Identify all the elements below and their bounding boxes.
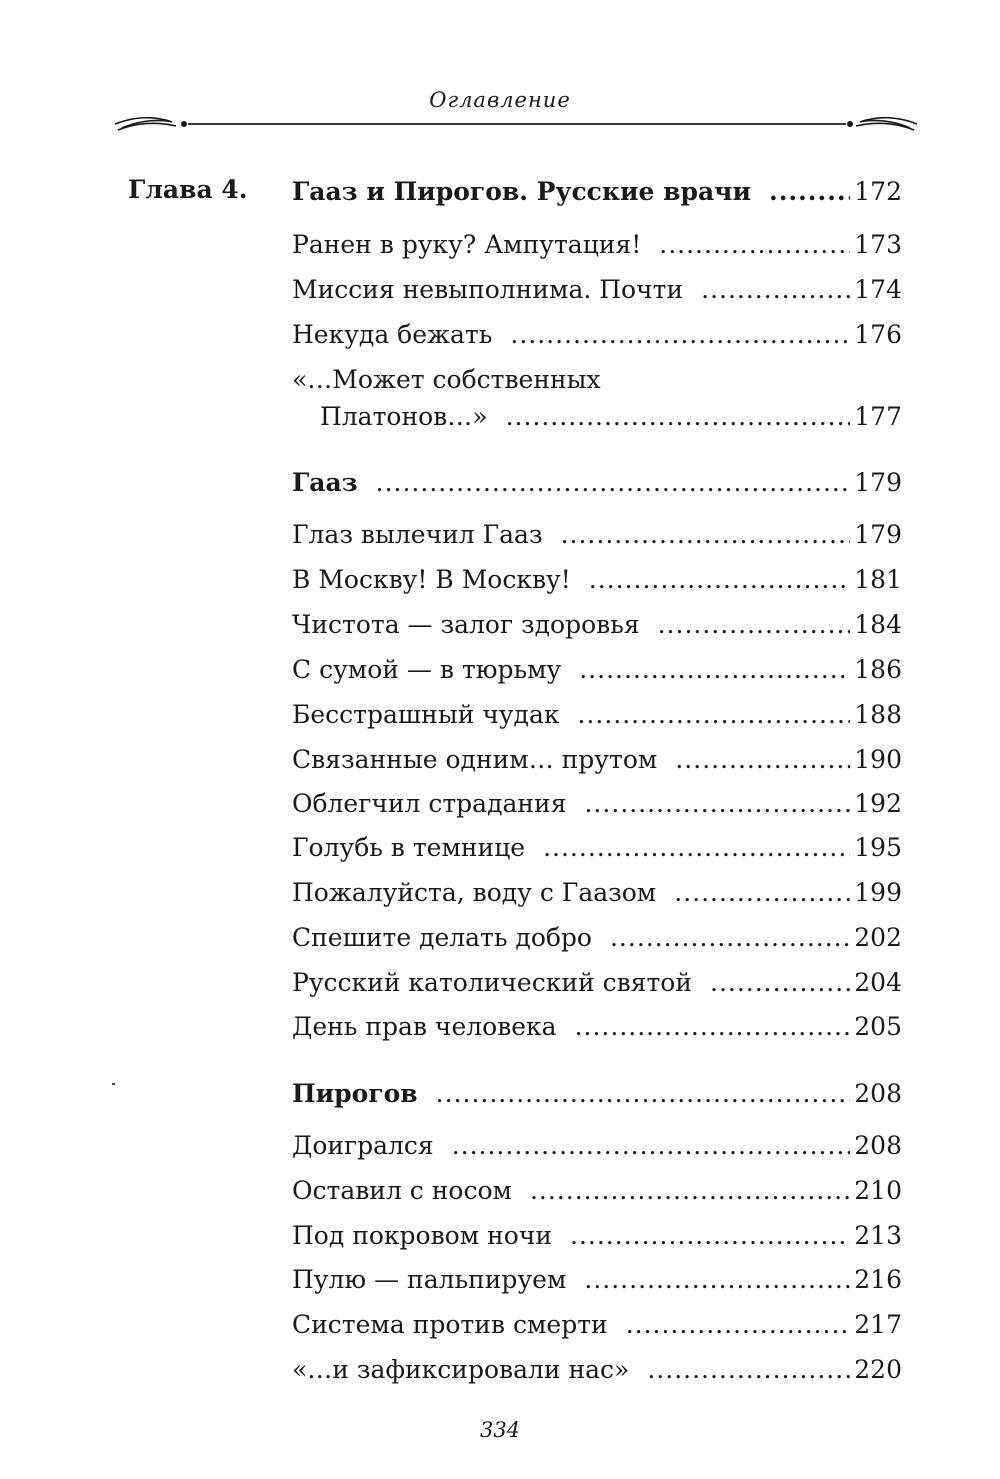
dot-leader	[658, 608, 851, 642]
toc-title: Оставил с носом	[292, 1176, 512, 1205]
toc-entry[interactable]	[292, 1219, 902, 1253]
dot-leader	[584, 787, 850, 821]
toc-entry[interactable]	[292, 318, 902, 352]
toc-entry[interactable]	[292, 563, 902, 597]
dot-leader	[710, 966, 850, 1000]
page-number: 334	[479, 1418, 521, 1442]
chapter-label: Глава 4.	[128, 175, 248, 204]
toc-entry[interactable]	[292, 1353, 902, 1387]
dot-leader	[575, 1010, 851, 1044]
toc-title: Чистота — залог здоровья	[292, 610, 640, 639]
toc-page: 179	[854, 520, 902, 549]
toc-page: 190	[854, 745, 902, 774]
toc-entry[interactable]	[292, 1010, 902, 1044]
toc-page: 174	[854, 275, 902, 304]
toc-section-pirogov[interactable]	[292, 1077, 902, 1111]
toc-title: Облегчил страдания	[292, 789, 567, 818]
toc-page: 217	[854, 1310, 902, 1339]
toc-title: Доигрался	[292, 1131, 434, 1160]
dot-leader	[674, 876, 850, 910]
toc-title: Гааз и Пирогов. Русские врачи	[292, 177, 751, 206]
toc-entry[interactable]	[292, 787, 902, 821]
toc-entry[interactable]	[292, 1263, 902, 1297]
toc-page: 172	[854, 177, 902, 206]
toc-section-haaz[interactable]	[292, 466, 902, 500]
dot-leader	[510, 318, 850, 352]
toc-title: Система против смерти	[292, 1310, 608, 1339]
toc-page: 199	[854, 878, 902, 907]
dot-leader	[561, 518, 851, 552]
dot-leader	[543, 831, 850, 865]
dot-leader	[452, 1129, 851, 1163]
dot-leader	[584, 1263, 850, 1297]
toc-entry[interactable]	[292, 698, 902, 732]
toc-title: Некуда бежать	[292, 320, 493, 349]
toc-page: 186	[854, 655, 902, 684]
print-speck	[112, 1083, 115, 1085]
dot-leader	[769, 175, 850, 209]
toc-entry[interactable]	[292, 966, 902, 1000]
toc-page: 181	[854, 565, 902, 594]
dot-leader	[376, 466, 851, 500]
toc-title: Голубь в темнице	[292, 833, 526, 862]
toc-page: 208	[854, 1131, 902, 1160]
toc-page: 188	[854, 700, 902, 729]
toc-entry[interactable]	[292, 228, 902, 262]
toc-entry[interactable]	[292, 653, 902, 687]
toc-page: 179	[854, 468, 902, 497]
toc-entry[interactable]	[292, 1174, 902, 1208]
toc-page: 195	[854, 833, 902, 862]
toc-title: Русский католический святой	[292, 968, 692, 997]
toc-title: Пулю — пальпируем	[292, 1265, 567, 1294]
toc-title: «…и зафиксировали нас»	[292, 1355, 630, 1384]
toc-page: 173	[854, 230, 902, 259]
toc-section-title: Пирогов	[292, 1079, 418, 1108]
toc-entry[interactable]	[292, 608, 902, 642]
dot-leader	[675, 743, 850, 777]
toc-title-line2: Платонов…»	[320, 402, 488, 431]
toc-title: День прав человека	[292, 1012, 557, 1041]
dot-leader	[701, 273, 850, 307]
dot-leader	[530, 1174, 850, 1208]
toc-title-line1[interactable]: «…Может собственных	[292, 365, 601, 394]
toc-title: Под покровом ночи	[292, 1221, 553, 1250]
toc-entry[interactable]	[292, 831, 902, 865]
toc-entry[interactable]	[292, 518, 902, 552]
toc-chapter-title[interactable]	[292, 175, 902, 209]
toc-entry[interactable]	[292, 273, 902, 307]
dot-leader	[647, 1353, 850, 1387]
toc-title: С сумой — в тюрьму	[292, 655, 562, 684]
dot-leader	[436, 1077, 851, 1111]
toc-page: 205	[854, 1012, 902, 1041]
dot-leader	[506, 400, 851, 434]
toc-page: 220	[854, 1355, 902, 1384]
toc-page: 177	[854, 402, 902, 431]
toc-page: 213	[854, 1221, 902, 1250]
toc-entry[interactable]	[292, 400, 902, 434]
toc-page: 202	[854, 923, 902, 952]
toc-section-title: Гааз	[292, 468, 358, 497]
toc-page: 210	[854, 1176, 902, 1205]
toc-entry[interactable]	[292, 1129, 902, 1163]
toc-entry[interactable]	[292, 1308, 902, 1342]
dot-leader	[626, 1308, 851, 1342]
toc-title: Спешите делать добро	[292, 923, 592, 952]
toc-page: 216	[854, 1265, 902, 1294]
toc-entry[interactable]	[292, 743, 902, 777]
dot-leader	[659, 228, 850, 262]
dot-leader	[579, 653, 850, 687]
toc-page: 176	[854, 320, 902, 349]
toc-title: В Москву! В Москву!	[292, 565, 571, 594]
toc-title: Миссия невыполнима. Почти	[292, 275, 684, 304]
dot-leader	[577, 698, 850, 732]
toc-title: Пожалуйста, воду с Гаазом	[292, 878, 657, 907]
ornament-divider	[110, 110, 922, 140]
toc-page: 208	[854, 1079, 902, 1108]
dot-leader	[589, 563, 850, 597]
toc-title: Глаз вылечил Гааз	[292, 520, 543, 549]
toc-entry[interactable]	[292, 921, 902, 955]
toc-page: 192	[854, 789, 902, 818]
dot-leader	[610, 921, 850, 955]
toc-title: Ранен в руку? Ампутация!	[292, 230, 642, 259]
toc-page: 184	[854, 610, 902, 639]
toc-title: Бесстрашный чудак	[292, 700, 560, 729]
toc-title: Связанные одним… прутом	[292, 745, 658, 774]
toc-page: 204	[854, 968, 902, 997]
running-head: Оглавление	[429, 88, 571, 112]
toc-entry[interactable]	[292, 876, 902, 910]
dot-leader	[570, 1219, 850, 1253]
